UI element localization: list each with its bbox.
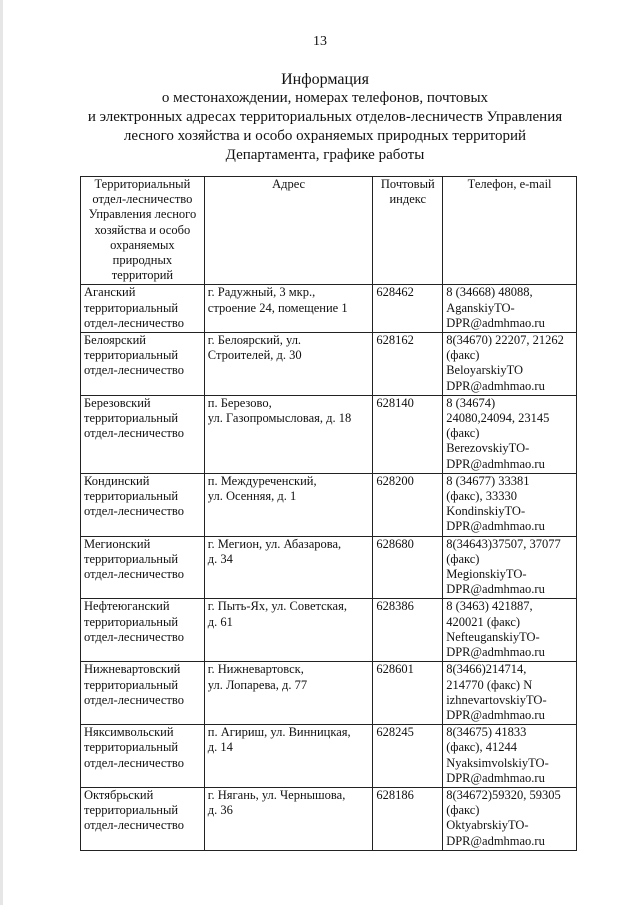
address-cell — [204, 473, 373, 536]
office-name-line: отдел-лесничество — [84, 692, 184, 707]
postal-code-cell — [373, 725, 443, 788]
table-row — [81, 599, 577, 662]
contact-line: 24080,24094, 23145 — [446, 411, 550, 426]
postal-code-cell — [373, 536, 443, 599]
page-number: 13 — [313, 34, 327, 49]
office-name-cell — [81, 333, 205, 396]
office-name-line: территориальный — [84, 803, 179, 818]
contact-line: AganskiyTO- — [446, 300, 515, 315]
office-name-cell — [81, 536, 205, 599]
document-title — [60, 70, 590, 165]
contact-line: 8 (34677) 33381 — [446, 473, 530, 488]
header-line: индекс — [389, 192, 427, 207]
contacts-cell — [443, 662, 577, 725]
address-line: п. Междуреченский, — [207, 473, 317, 488]
contact-line: BeloyarskiyTO — [446, 363, 524, 378]
address-line: п. Агириш, ул. Винницкая, — [207, 725, 351, 740]
office-name-line: отдел-лесничество — [84, 629, 184, 644]
header-office — [81, 177, 205, 285]
header-contacts — [443, 177, 577, 285]
office-name-line: Кондинский — [84, 473, 150, 488]
contact-line: 8 (34674) — [446, 395, 496, 410]
address-line: ул. Газопромысловая, д. 18 — [207, 411, 352, 426]
postal-code: 628140 — [376, 395, 414, 410]
title-line: Департамента, графике работы — [225, 147, 425, 163]
contact-line: DPR@admhmao.ru — [446, 519, 545, 534]
contact-line: (факс) — [446, 803, 480, 818]
contacts-cell — [443, 599, 577, 662]
office-name-line: Няксимвольский — [84, 725, 174, 740]
header-line: хозяйства и особо — [94, 222, 191, 237]
contacts-cell — [443, 333, 577, 396]
address-line: г. Белоярский, ул. — [207, 333, 302, 348]
header-address — [204, 177, 373, 285]
contact-line: 214770 (факс) N — [446, 677, 533, 692]
address-line: Строителей, д. 30 — [207, 348, 302, 363]
address-cell — [204, 599, 373, 662]
scan-edge — [0, 0, 3, 905]
table-header-row — [81, 177, 577, 285]
contact-line: DPR@admhmao.ru — [446, 456, 545, 471]
header-line: территорий — [111, 268, 174, 283]
contact-line: 8(34670) 22207, 21262 — [446, 333, 564, 348]
address-line: г. Нижневартовск, — [207, 662, 304, 677]
contact-line: DPR@admhmao.ru — [446, 833, 545, 848]
office-name-line: территориальный — [84, 740, 179, 755]
postal-code: 628386 — [376, 599, 414, 614]
address-line: г. Нягань, ул. Чернышова, — [207, 787, 346, 802]
header-line: Телефон, e-mail — [467, 177, 552, 191]
address-line: г. Мегион, ул. Абазарова, — [207, 536, 342, 551]
contact-line: DPR@admhmao.ru — [446, 378, 545, 393]
table-row — [81, 333, 577, 396]
contacts-cell — [443, 536, 577, 599]
postal-code-cell — [373, 662, 443, 725]
postal-code-cell — [373, 285, 443, 333]
office-name-line: отдел-лесничество — [84, 818, 184, 833]
header-line: охраняемых — [110, 237, 175, 252]
address-line: д. 36 — [207, 803, 233, 818]
address-line: г. Пыть-Ях, ул. Советская, — [207, 599, 347, 614]
address-line: д. 34 — [207, 551, 233, 566]
address-line: д. 14 — [207, 740, 233, 755]
postal-code: 628680 — [376, 536, 414, 551]
contacts-cell — [443, 787, 577, 850]
contacts-cell — [443, 473, 577, 536]
office-name-cell — [81, 787, 205, 850]
office-name-line: территориальный — [84, 489, 179, 504]
office-name-line: Нижневартовский — [84, 662, 181, 677]
contact-line: DPR@admhmao.ru — [446, 315, 545, 330]
office-name-line: территориальный — [84, 614, 179, 629]
contact-line: DPR@admhmao.ru — [446, 645, 545, 660]
contact-line: 8(34672)59320, 59305 — [446, 787, 561, 802]
contact-line: OktyabrskiyTO- — [446, 818, 529, 833]
title-line: и электронных адресах территориальных отделов-лесничеств Управления — [87, 109, 563, 125]
office-name-cell — [81, 285, 205, 333]
contact-line: NyaksimvolskiyTO- — [446, 755, 549, 770]
address-line: г. Радужный, 3 мкр., — [207, 285, 316, 300]
postal-code-cell — [373, 395, 443, 473]
postal-code-cell — [373, 473, 443, 536]
postal-code-cell — [373, 333, 443, 396]
header-line: отдел-лесничество — [92, 192, 193, 207]
postal-code: 628186 — [376, 787, 414, 802]
address-line: ул. Осенняя, д. 1 — [207, 489, 297, 504]
address-line: строение 24, помещение 1 — [207, 300, 348, 315]
contact-line: DPR@admhmao.ru — [446, 707, 545, 722]
table-row — [81, 285, 577, 333]
office-name-line: территориальный — [84, 411, 179, 426]
contact-line: KondinskiyTO- — [446, 504, 526, 519]
address-cell — [204, 333, 373, 396]
address-cell — [204, 395, 373, 473]
title-line: Информация — [281, 71, 369, 88]
office-name-line: Аганский — [84, 285, 136, 300]
postal-code: 628200 — [376, 473, 414, 488]
postal-code: 628162 — [376, 333, 414, 348]
contact-line: (факс), 41244 — [446, 740, 517, 755]
office-name-line: Белоярский — [84, 333, 146, 348]
postal-code: 628245 — [376, 725, 414, 740]
table-row — [81, 725, 577, 788]
postal-code-cell — [373, 599, 443, 662]
office-name-line: отдел-лесничество — [84, 567, 184, 582]
office-name-cell — [81, 395, 205, 473]
address-line: п. Березово, — [207, 395, 272, 410]
contact-line: BerezovskiyTO- — [446, 441, 530, 456]
table-row — [81, 395, 577, 473]
contact-line: izhnevartovskiyTO- — [446, 692, 547, 707]
contact-line: 8(34675) 41833 — [446, 725, 527, 740]
office-name-line: отдел-лесничество — [84, 315, 184, 330]
contact-line: 420021 (факс) — [446, 614, 521, 629]
contact-line: (факс) — [446, 551, 480, 566]
header-line: Территориальный — [94, 177, 191, 191]
contact-line: NefteuganskiyTO- — [446, 629, 540, 644]
contact-line: 8 (3463) 421887, — [446, 599, 533, 614]
table-row — [81, 787, 577, 850]
forestry-offices-table — [80, 176, 577, 851]
office-name-line: Березовский — [84, 395, 151, 410]
contact-line: MegionskiyTO- — [446, 567, 527, 582]
title-line: о местонахождении, номерах телефонов, почтовых — [161, 90, 489, 106]
address-cell — [204, 285, 373, 333]
office-name-line: территориальный — [84, 348, 179, 363]
office-name-line: территориальный — [84, 551, 179, 566]
address-line: д. 61 — [207, 614, 233, 629]
address-cell — [204, 662, 373, 725]
contact-line: (факс), 33330 — [446, 489, 517, 504]
contact-line: 8(3466)214714, — [446, 662, 527, 677]
contact-line: (факс) — [446, 426, 480, 441]
address-cell — [204, 725, 373, 788]
contact-line: 8(34643)37507, 37077 — [446, 536, 561, 551]
office-name-cell — [81, 725, 205, 788]
office-name-line: отдел-лесничество — [84, 426, 184, 441]
office-name-cell — [81, 662, 205, 725]
header-line: Адрес — [272, 177, 306, 191]
address-cell — [204, 787, 373, 850]
contact-line: (факс) — [446, 348, 480, 363]
table-row — [81, 662, 577, 725]
contact-line: 8 (34668) 48088, — [446, 285, 533, 300]
office-name-line: Нефтеюганский — [84, 599, 170, 614]
office-name-line: отдел-лесничество — [84, 363, 184, 378]
contacts-cell — [443, 285, 577, 333]
office-name-cell — [81, 599, 205, 662]
contacts-cell — [443, 725, 577, 788]
postal-code: 628462 — [376, 285, 414, 300]
contacts-cell — [443, 395, 577, 473]
office-name-cell — [81, 473, 205, 536]
office-name-line: Мегионский — [84, 536, 151, 551]
office-name-line: территориальный — [84, 677, 179, 692]
postal-code-cell — [373, 787, 443, 850]
contact-line: DPR@admhmao.ru — [446, 582, 545, 597]
office-name-line: территориальный — [84, 300, 179, 315]
address-line: ул. Лопарева, д. 77 — [207, 677, 308, 692]
office-name-line: отдел-лесничество — [84, 755, 184, 770]
office-name-line: Октябрьский — [84, 787, 154, 802]
postal-code: 628601 — [376, 662, 414, 677]
header-line: Почтовый — [380, 177, 435, 191]
title-line: лесного хозяйства и особо охраняемых природных территорий — [123, 128, 527, 144]
header-line: Управления лесного — [88, 207, 197, 222]
address-cell — [204, 536, 373, 599]
office-name-line: отдел-лесничество — [84, 504, 184, 519]
header-postal-code — [373, 177, 443, 285]
contact-line: DPR@admhmao.ru — [446, 770, 545, 785]
table-row — [81, 536, 577, 599]
table-row — [81, 473, 577, 536]
header-line: природных — [112, 253, 173, 268]
